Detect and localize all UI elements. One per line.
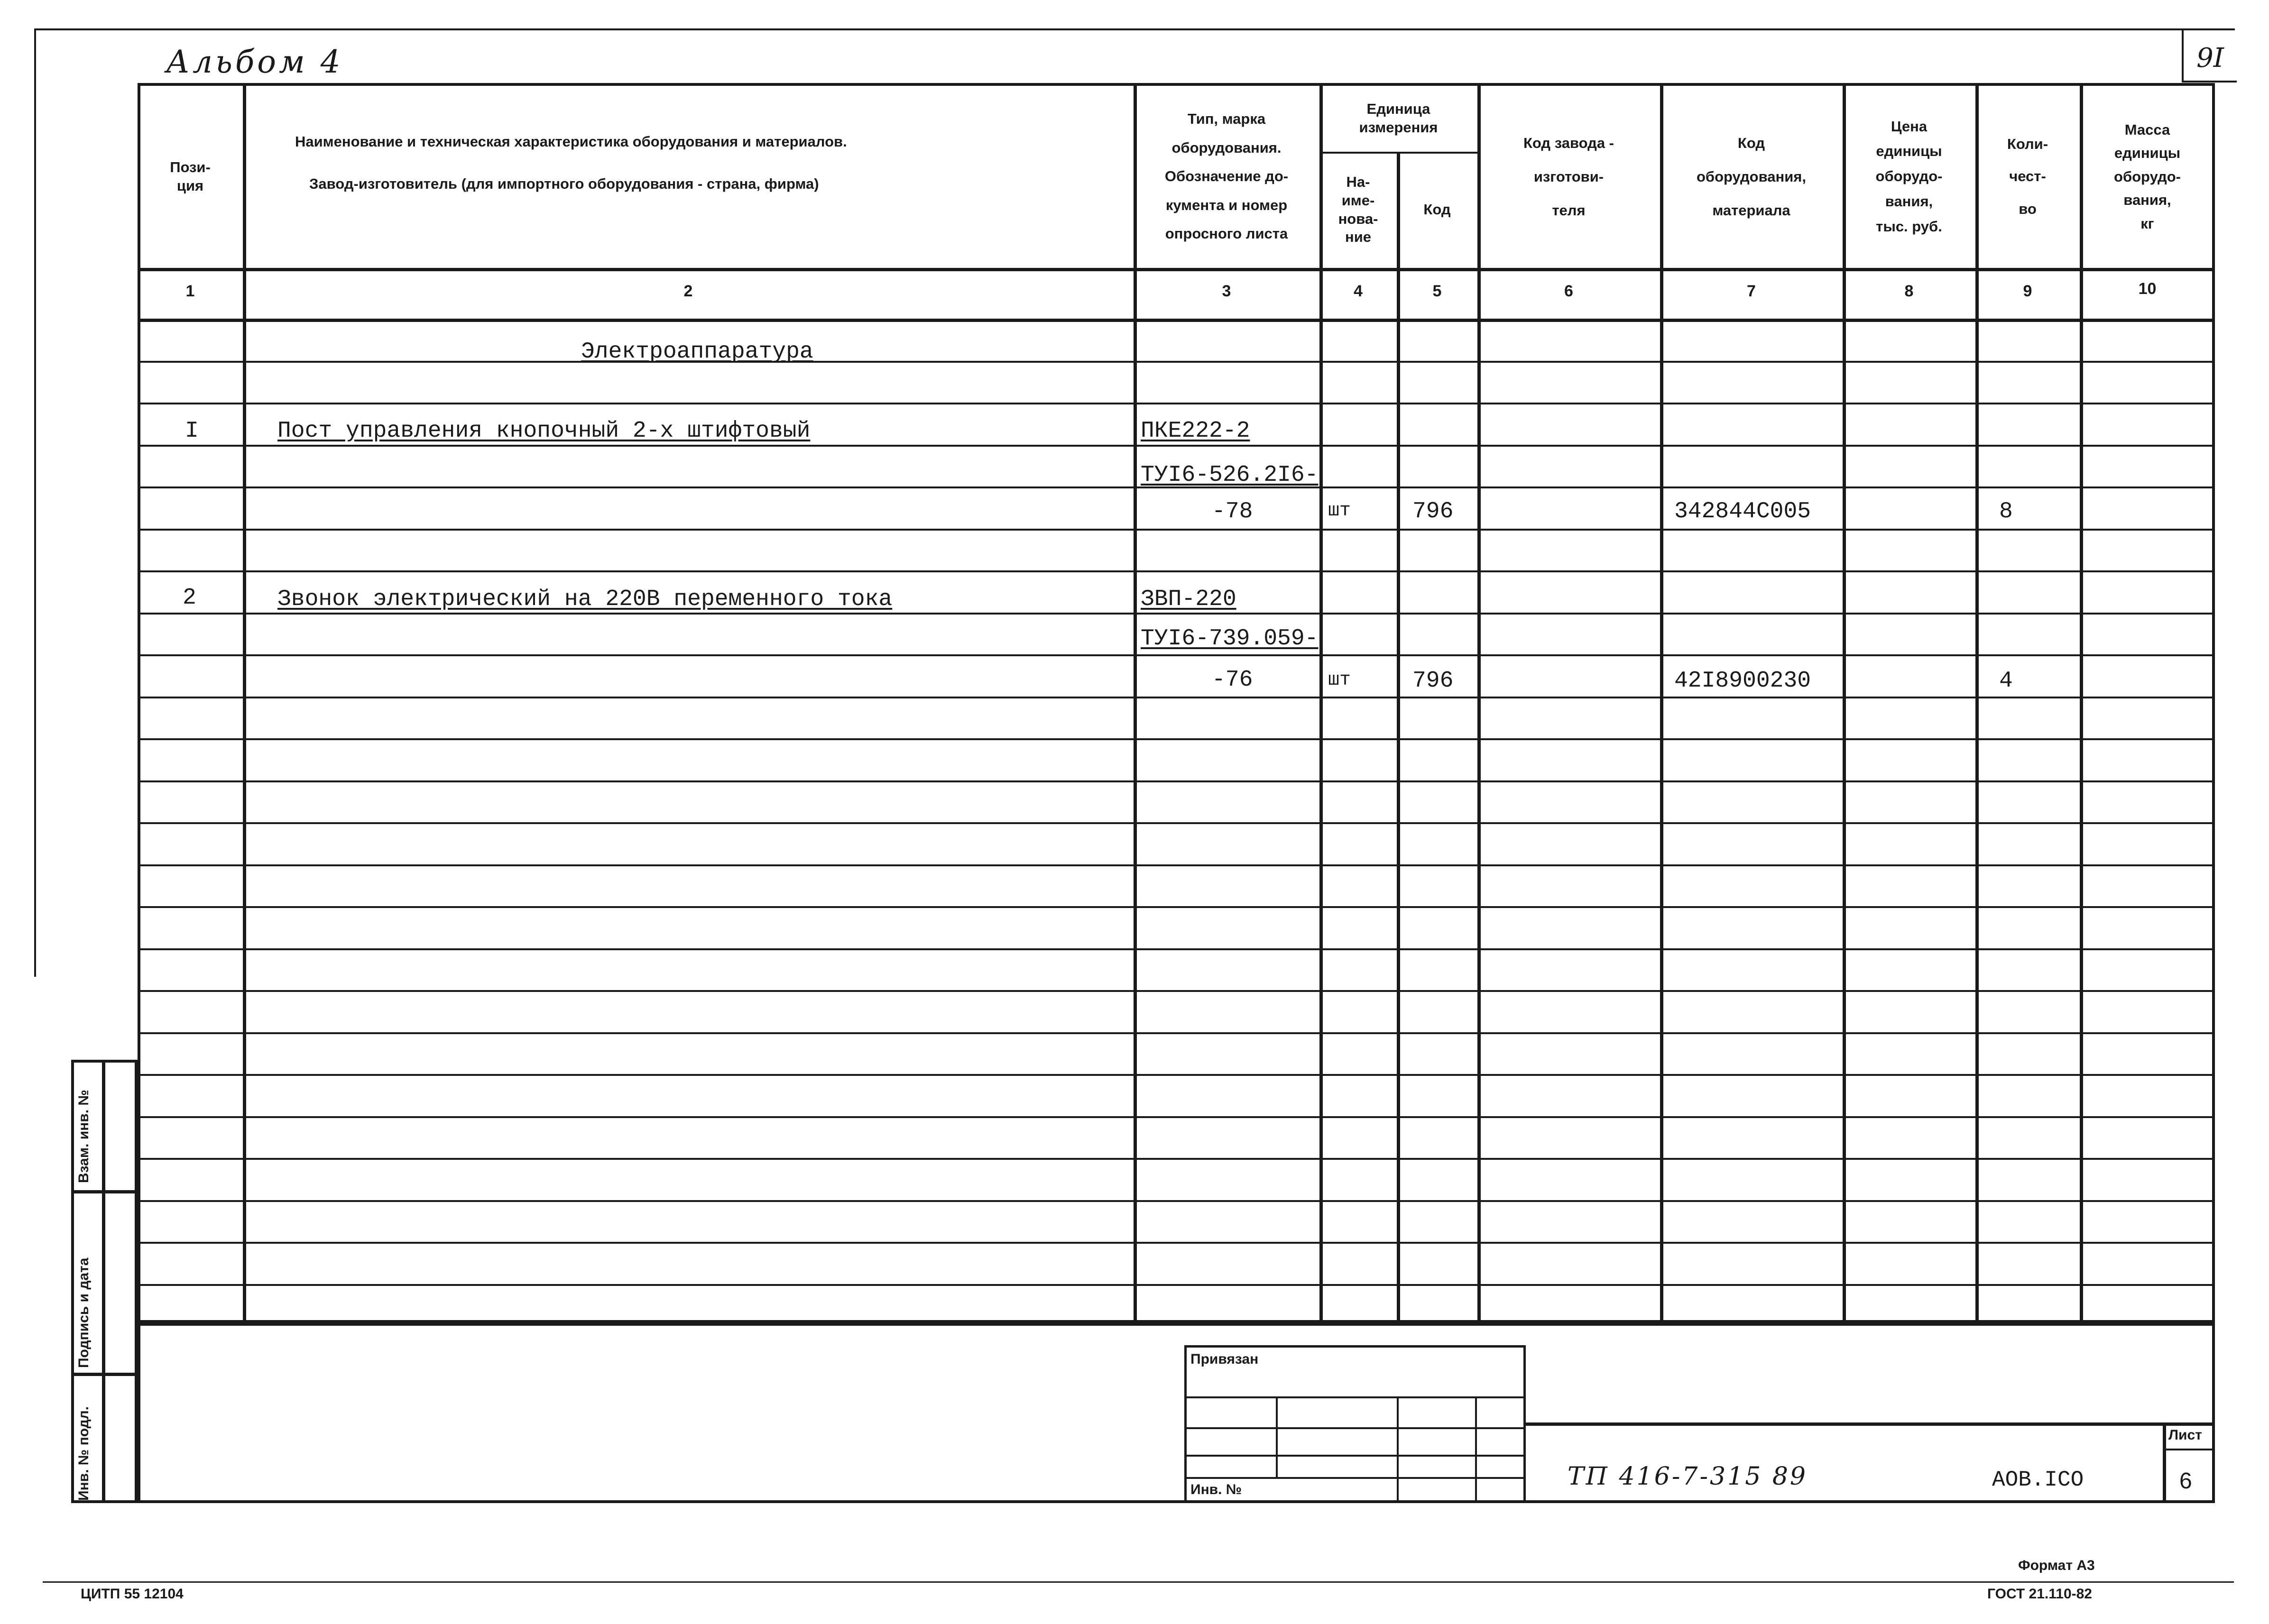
item-1-qty: 8 [1999, 499, 2013, 524]
side-stamp-line-1 [71, 1190, 138, 1193]
col-line-3 [1319, 83, 1323, 1323]
table-row-line [138, 613, 2215, 615]
item-2-qty: 4 [1999, 668, 2013, 694]
col-number-6: 6 [1564, 282, 1573, 300]
col-number-7: 7 [1747, 282, 1756, 300]
item-2-type-1: ЗВП-220 [1141, 587, 1236, 612]
table-row-line [138, 697, 2215, 698]
table-row-line [138, 361, 2215, 363]
doc-suffix: АОВ.IСО [1992, 1468, 2084, 1492]
item-2-unit: шт [1328, 670, 1351, 691]
privyazan-line-4 [1184, 1477, 1526, 1479]
header-name-line2: Завод-изготовитель (для импортного оборудования - страна, фирма) [309, 175, 819, 192]
privyazan-vline-1 [1276, 1396, 1278, 1477]
side-stamp-divider [102, 1060, 105, 1503]
page-number-box [2182, 28, 2237, 83]
header-type: Тип, марка оборудования. Обозначение до- кумента и номер опросного листа [1164, 110, 1289, 242]
item-2-type-2: ТУI6-739.059- [1141, 626, 1319, 651]
list-box-left [2163, 1422, 2166, 1503]
table-row-line [138, 780, 2215, 782]
item-2-name: Звонок электрический на 220В переменного тока [277, 587, 893, 612]
item-2-pos: 2 [183, 585, 196, 611]
header-name [243, 85, 1134, 268]
table-row-line [138, 1200, 2215, 1202]
table-row-line [138, 570, 2215, 572]
item-1-type-1: ПКЕ222-2 [1141, 418, 1250, 444]
col-number-2: 2 [683, 282, 693, 300]
table-row-line [138, 403, 2215, 404]
table-row-line [138, 864, 2215, 866]
col-number-bottom-line [138, 319, 2215, 322]
header-price: Цена единицы оборудо- вания, тыс. руб. [1875, 118, 1943, 235]
col-line-1 [243, 83, 246, 1323]
table-row-line [138, 1032, 2215, 1034]
table-row-line [138, 948, 2215, 950]
footer-gost: ГОСТ 21.110-82 [1987, 1586, 2092, 1602]
header-position: Пози- ция [170, 158, 211, 194]
table-row-line [138, 738, 2215, 740]
top-frame-line [34, 28, 2235, 30]
table-row-line [138, 1074, 2215, 1076]
doc-code: ТП 416-7-315 89 [1568, 1462, 1808, 1491]
col-number-9: 9 [2023, 282, 2032, 300]
left-margin-line [34, 28, 36, 977]
privyazan-line-3 [1184, 1455, 1526, 1457]
col-line-8 [1975, 83, 1979, 1323]
item-1-name: Пост управления кнопочный 2-х штифтовый [277, 418, 811, 444]
header-unit-name: На- име- нова- ние [1338, 174, 1378, 246]
col-number-1: 1 [185, 282, 195, 300]
header-unit: Единица измерения [1359, 101, 1438, 136]
doc-stamp-top [1526, 1422, 2215, 1426]
table-row-line [138, 1242, 2215, 1244]
item-1-type-3: -78 [1212, 499, 1253, 524]
header-name-line1: Наименование и техническая характеристика оборудования и материалов. [295, 133, 847, 150]
section-title: Электроаппаратура [581, 339, 813, 365]
privyazan-line-2 [1184, 1427, 1526, 1429]
footer-code: ЦИТП 55 12104 [81, 1586, 184, 1602]
inv-no-label: Инв. № [1190, 1482, 1242, 1497]
table-row-line [138, 1284, 2215, 1286]
col-line-2 [1134, 83, 1137, 1323]
side-label-podpis: Подпись и дата [76, 1257, 92, 1368]
item-2-type-3: -76 [1212, 667, 1253, 693]
item-1-pos: I [185, 418, 199, 444]
item-1-unit: шт [1328, 500, 1351, 522]
col-line-5 [1477, 83, 1481, 1323]
footer-line [43, 1581, 2234, 1583]
item-1-unit-code: 796 [1412, 499, 1454, 524]
table-row-line [138, 1158, 2215, 1160]
table-row-line [138, 990, 2215, 992]
table-row-line [138, 906, 2215, 908]
col-line-6 [1660, 83, 1663, 1323]
privyazan-label: Привязан [1190, 1351, 1259, 1367]
table-row-line [138, 654, 2215, 656]
album-label: Альбом 4 [166, 44, 343, 80]
item-2-unit-code: 796 [1412, 668, 1454, 694]
header-mass: Масса единицы оборудо- вания, кг [2114, 121, 2181, 232]
item-2-equip-code: 42I8900230 [1674, 668, 1811, 694]
privyazan-vline-3 [1475, 1396, 1477, 1503]
table-row-line [138, 822, 2215, 824]
header-bottom-line [138, 268, 2215, 271]
col-line-4 [1397, 152, 1400, 1323]
table-row-line [138, 445, 2215, 447]
privyazan-vline-2 [1397, 1396, 1399, 1503]
privyazan-stamp [1184, 1345, 1526, 1503]
side-label-vzam: Взам. инв. № [76, 1090, 92, 1183]
col-line-9 [2080, 83, 2083, 1323]
col-number-4: 4 [1354, 282, 1363, 300]
col-number-8: 8 [1904, 282, 1914, 300]
item-1-equip-code: 342844С005 [1674, 499, 1811, 524]
side-label-inv: Инв. № подл. [76, 1406, 92, 1501]
item-1-type-2: ТУI6-526.2I6- [1141, 462, 1319, 488]
footer-format: Формат А3 [2018, 1558, 2095, 1573]
page-number: 9I [2196, 43, 2224, 73]
table-row-line [138, 1116, 2215, 1118]
list-label: Лист [2168, 1427, 2202, 1443]
header-equip-code: Код оборудования, материала [1696, 134, 1806, 219]
side-stamp-line-2 [71, 1373, 138, 1376]
col-number-3: 3 [1222, 282, 1231, 300]
col-number-10: 10 [2138, 280, 2157, 298]
list-value: 6 [2179, 1468, 2192, 1494]
col-line-7 [1843, 83, 1846, 1323]
title-block [138, 1323, 2215, 1503]
header-qty: Коли- чест- во [2007, 136, 2048, 217]
header-maker-code: Код завода - изготови- теля [1523, 134, 1614, 219]
table-row-line [138, 529, 2215, 531]
header-unit-code: Код [1423, 201, 1451, 218]
list-box-divider [2163, 1449, 2215, 1450]
privyazan-line-1 [1184, 1396, 1526, 1398]
col-number-5: 5 [1432, 282, 1442, 300]
